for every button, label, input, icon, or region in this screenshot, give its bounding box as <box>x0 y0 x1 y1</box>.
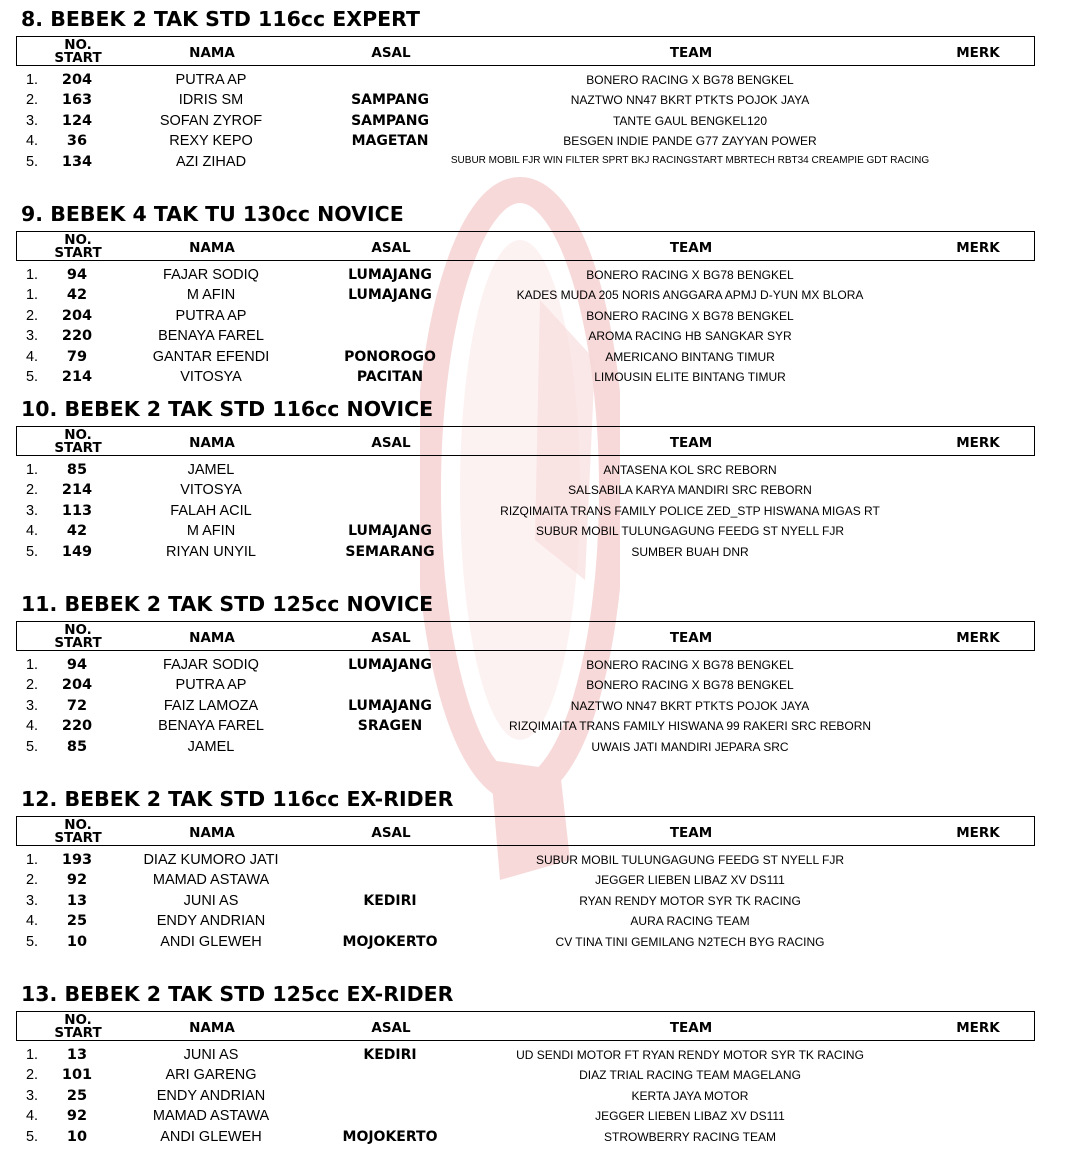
team-cell: ANTASENA KOL SRC REBORN <box>603 463 777 477</box>
table-row <box>0 892 1080 912</box>
team-cell: STROWBERRY RACING TEAM <box>603 1129 777 1144</box>
rider-name-cell: JAMEL <box>187 738 235 755</box>
table-row <box>0 153 1080 173</box>
rider-name-cell: PUTRA AP <box>175 307 247 324</box>
section-title: 10. BEBEK 2 TAK STD 116cc NOVICE <box>21 397 434 421</box>
origin-cell: PACITAN <box>356 368 424 385</box>
start-number-cell: 13 <box>66 1047 88 1063</box>
start-number-cell: 220 <box>61 328 93 345</box>
team-cell: AURA RACING TEAM <box>630 914 750 929</box>
table-header <box>16 426 1035 456</box>
position-cell: 2. <box>25 872 39 889</box>
rider-name-cell: FALAH ACIL <box>170 502 252 519</box>
team-cell: SALSABILA KARYA MANDIRI SRC REBORN <box>568 483 812 498</box>
table-row <box>0 1066 1080 1086</box>
table-row <box>0 481 1080 501</box>
origin-cell: SRAGEN <box>357 718 423 735</box>
rider-name-cell: FAJAR SODIQ <box>163 657 259 673</box>
team-cell: BONERO RACING X BG78 BENGKEL <box>586 658 794 672</box>
origin-cell: LUMAJANG <box>348 697 432 714</box>
start-number-cell: 163 <box>61 92 93 109</box>
position-cell: 2. <box>25 1067 39 1084</box>
position-cell: 2. <box>25 307 39 324</box>
team-cell: NAZTWO NN47 BKRT PTKTS POJOK JAYA <box>570 93 810 108</box>
position-cell: 3. <box>25 892 39 909</box>
team-cell: NAZTWO NN47 BKRT PTKTS POJOK JAYA <box>570 698 810 713</box>
rider-name-cell: BENAYA FAREL <box>158 718 264 735</box>
results-list <box>0 1046 1080 1148</box>
table-row <box>0 71 1080 91</box>
header-asal: ASAL <box>371 630 411 646</box>
table-header <box>16 36 1035 66</box>
start-number-cell: 10 <box>66 1128 88 1145</box>
start-number-cell: 72 <box>66 697 88 714</box>
header-no-start: NO. START <box>54 37 102 66</box>
start-number-cell: 92 <box>66 1108 88 1125</box>
team-cell: RIZQIMAITA TRANS FAMILY HISWANA 99 RAKERI SRC REBORN <box>508 719 872 734</box>
position-cell: 1. <box>25 462 39 478</box>
origin-cell: MAGETAN <box>351 133 429 150</box>
header-team: TEAM <box>669 1020 713 1036</box>
header-nama: NAMA <box>189 435 235 451</box>
position-cell: 4. <box>25 133 39 150</box>
header-nama: NAMA <box>189 825 235 841</box>
header-asal: ASAL <box>371 1020 411 1036</box>
results-list <box>0 851 1080 953</box>
header-asal: ASAL <box>371 435 411 451</box>
position-cell: 3. <box>25 502 39 519</box>
results-list <box>0 266 1080 388</box>
origin-cell: SEMARANG <box>345 543 435 560</box>
position-cell: 4. <box>25 913 39 930</box>
team-cell: UD SENDI MOTOR FT RYAN RENDY MOTOR SYR TK RACING <box>516 1048 864 1062</box>
team-cell: DIAZ TRIAL RACING TEAM MAGELANG <box>579 1068 801 1083</box>
position-cell: 5. <box>25 153 39 170</box>
section-title: 11. BEBEK 2 TAK STD 125cc NOVICE <box>21 592 434 616</box>
team-cell: CV TINA TINI GEMILANG N2TECH BYG RACING <box>555 934 825 949</box>
team-cell: SUBUR MOBIL TULUNGAGUNG FEEDG ST NYELL FJR <box>535 853 845 867</box>
header-nama: NAMA <box>189 240 235 256</box>
table-header <box>16 621 1035 651</box>
rider-name-cell: BENAYA FAREL <box>158 328 264 345</box>
table-row <box>0 656 1080 676</box>
team-cell: BONERO RACING X BG78 BENGKEL <box>586 678 794 693</box>
table-row <box>0 522 1080 542</box>
rider-name-cell: ANDI GLEWEH <box>160 1128 262 1145</box>
start-number-cell: 13 <box>66 892 88 909</box>
position-cell: 5. <box>25 368 39 385</box>
header-nama: NAMA <box>189 630 235 646</box>
header-merk: MERK <box>956 630 1000 646</box>
position-cell: 1. <box>25 1047 39 1063</box>
start-number-cell: 79 <box>66 348 88 365</box>
start-number-cell: 193 <box>61 852 93 868</box>
position-cell: 3. <box>25 328 39 345</box>
table-row <box>0 461 1080 481</box>
team-cell: BONERO RACING X BG78 BENGKEL <box>586 73 794 87</box>
position-cell: 4. <box>25 523 39 540</box>
team-cell: BONERO RACING X BG78 BENGKEL <box>586 308 794 323</box>
header-no-start: NO. START <box>54 1012 102 1041</box>
team-cell: JEGGER LIEBEN LIBAZ XV DS111 <box>595 873 785 888</box>
header-merk: MERK <box>956 240 1000 256</box>
origin-cell: SAMPANG <box>351 92 429 109</box>
start-number-cell: 204 <box>61 307 93 324</box>
team-cell: BESGEN INDIE PANDE G77 ZAYYAN POWER <box>563 134 817 149</box>
start-number-cell: 134 <box>61 153 93 170</box>
start-number-cell: 220 <box>61 718 93 735</box>
rider-name-cell: M AFIN <box>186 523 236 540</box>
header-no-start: NO. START <box>54 622 102 651</box>
header-no-start: NO. START <box>54 232 102 261</box>
results-list <box>0 461 1080 563</box>
position-cell: 4. <box>25 348 39 365</box>
position-cell: 2. <box>25 92 39 109</box>
rider-name-cell: JUNI AS <box>183 892 239 909</box>
start-number-cell: 124 <box>61 112 93 129</box>
table-row <box>0 543 1080 563</box>
rider-name-cell: M AFIN <box>186 287 236 304</box>
header-nama: NAMA <box>189 45 235 61</box>
position-cell: 1. <box>25 267 39 283</box>
header-merk: MERK <box>956 45 1000 61</box>
position-cell: 5. <box>25 738 39 755</box>
start-number-cell: 214 <box>61 368 93 385</box>
rider-name-cell: PUTRA AP <box>175 677 247 694</box>
position-cell: 4. <box>25 1108 39 1125</box>
start-number-cell: 92 <box>66 872 88 889</box>
header-asal: ASAL <box>371 45 411 61</box>
team-cell: KADES MUDA 205 NORIS ANGGARA APMJ D-YUN MX BLORA <box>516 288 864 303</box>
rider-name-cell: VITOSYA <box>180 482 242 499</box>
position-cell: 3. <box>25 1087 39 1104</box>
rider-name-cell: ENDY ANDRIAN <box>156 1087 266 1104</box>
table-row <box>0 717 1080 737</box>
header-asal: ASAL <box>371 825 411 841</box>
table-row <box>0 933 1080 953</box>
table-row <box>0 1087 1080 1107</box>
start-number-cell: 42 <box>66 287 88 304</box>
header-merk: MERK <box>956 1020 1000 1036</box>
header-asal: ASAL <box>371 240 411 256</box>
team-cell: RIZQIMAITA TRANS FAMILY POLICE ZED_STP HISWANA MIGAS RT <box>500 503 880 518</box>
rider-name-cell: ANDI GLEWEH <box>160 933 262 950</box>
table-row <box>0 368 1080 388</box>
table-row <box>0 266 1080 286</box>
table-header <box>16 816 1035 846</box>
table-row <box>0 91 1080 111</box>
header-merk: MERK <box>956 435 1000 451</box>
rider-name-cell: MAMAD ASTAWA <box>152 872 270 889</box>
rider-name-cell: FAJAR SODIQ <box>163 267 259 283</box>
table-row <box>0 1107 1080 1127</box>
position-cell: 1. <box>25 72 39 88</box>
table-header <box>16 231 1035 261</box>
table-row <box>0 676 1080 696</box>
start-number-cell: 36 <box>66 133 88 150</box>
rider-name-cell: AZI ZIHAD <box>175 153 247 170</box>
rider-name-cell: FAIZ LAMOZA <box>163 697 259 714</box>
section-title: 13. BEBEK 2 TAK STD 125cc EX-RIDER <box>21 982 454 1006</box>
table-row <box>0 307 1080 327</box>
rider-name-cell: IDRIS SM <box>178 92 244 109</box>
team-cell: LIMOUSIN ELITE BINTANG TIMUR <box>594 369 786 384</box>
start-number-cell: 113 <box>61 502 93 519</box>
position-cell: 4. <box>25 718 39 735</box>
table-row <box>0 912 1080 932</box>
team-cell: SUBUR MOBIL TULUNGAGUNG FEEDG ST NYELL FJR <box>535 524 845 539</box>
start-number-cell: 10 <box>66 933 88 950</box>
team-cell: AMERICANO BINTANG TIMUR <box>605 349 775 364</box>
rider-name-cell: PUTRA AP <box>175 72 247 88</box>
rider-name-cell: RIYAN UNYIL <box>166 543 256 560</box>
team-cell: SUBUR MOBIL FJR WIN FILTER SPRT BKJ RACINGSTART MBRTECH RBT34 CREAMPIE GDT RACING <box>450 154 930 166</box>
origin-cell: MOJOKERTO <box>342 1128 438 1145</box>
origin-cell: PONOROGO <box>344 348 436 365</box>
start-number-cell: 42 <box>66 523 88 540</box>
origin-cell: LUMAJANG <box>348 287 432 304</box>
team-cell: RYAN RENDY MOTOR SYR TK RACING <box>579 893 801 908</box>
rider-name-cell: SOFAN ZYROF <box>159 112 263 129</box>
position-cell: 1. <box>25 287 39 304</box>
section-title: 9. BEBEK 4 TAK TU 130cc NOVICE <box>21 202 404 226</box>
team-cell: AROMA RACING HB SANGKAR SYR <box>588 329 792 344</box>
table-row <box>0 132 1080 152</box>
start-number-cell: 94 <box>66 267 88 283</box>
start-number-cell: 149 <box>61 543 93 560</box>
header-team: TEAM <box>669 240 713 256</box>
header-team: TEAM <box>669 630 713 646</box>
rider-name-cell: JUNI AS <box>183 1047 239 1063</box>
position-cell: 2. <box>25 677 39 694</box>
position-cell: 5. <box>25 1128 39 1145</box>
header-team: TEAM <box>669 435 713 451</box>
header-merk: MERK <box>956 825 1000 841</box>
position-cell: 3. <box>25 112 39 129</box>
origin-cell: KEDIRI <box>363 1047 417 1063</box>
table-row <box>0 871 1080 891</box>
table-row <box>0 348 1080 368</box>
start-number-cell: 85 <box>66 738 88 755</box>
header-no-start: NO. START <box>54 817 102 846</box>
results-list <box>0 71 1080 173</box>
rider-name-cell: DIAZ KUMORO JATI <box>143 852 279 868</box>
rider-name-cell: GANTAR EFENDI <box>152 348 270 365</box>
team-cell: KERTA JAYA MOTOR <box>631 1088 749 1103</box>
header-nama: NAMA <box>189 1020 235 1036</box>
table-row <box>0 851 1080 871</box>
origin-cell: MOJOKERTO <box>342 933 438 950</box>
origin-cell: LUMAJANG <box>348 523 432 540</box>
start-number-cell: 85 <box>66 462 88 478</box>
table-row <box>0 697 1080 717</box>
rider-name-cell: JAMEL <box>187 462 235 478</box>
origin-cell: LUMAJANG <box>348 267 432 283</box>
table-row <box>0 327 1080 347</box>
position-cell: 5. <box>25 933 39 950</box>
position-cell: 5. <box>25 543 39 560</box>
start-number-cell: 204 <box>61 72 93 88</box>
header-no-start: NO. START <box>54 427 102 456</box>
rider-name-cell: MAMAD ASTAWA <box>152 1108 270 1125</box>
position-cell: 1. <box>25 852 39 868</box>
table-row <box>0 738 1080 758</box>
table-row <box>0 502 1080 522</box>
team-cell: UWAIS JATI MANDIRI JEPARA SRC <box>591 739 789 754</box>
section-title: 8. BEBEK 2 TAK STD 116cc EXPERT <box>21 7 420 31</box>
section-title: 12. BEBEK 2 TAK STD 116cc EX-RIDER <box>21 787 454 811</box>
position-cell: 3. <box>25 697 39 714</box>
team-cell: BONERO RACING X BG78 BENGKEL <box>586 268 794 282</box>
origin-cell: LUMAJANG <box>348 657 432 673</box>
table-header <box>16 1011 1035 1041</box>
start-number-cell: 204 <box>61 677 93 694</box>
rider-name-cell: ARI GARENG <box>165 1067 257 1084</box>
team-cell: JEGGER LIEBEN LIBAZ XV DS111 <box>595 1109 785 1124</box>
rider-name-cell: REXY KEPO <box>169 133 253 150</box>
position-cell: 2. <box>25 482 39 499</box>
header-team: TEAM <box>669 825 713 841</box>
start-number-cell: 101 <box>61 1067 93 1084</box>
table-row <box>0 286 1080 306</box>
header-team: TEAM <box>669 45 713 61</box>
start-number-cell: 25 <box>66 913 88 930</box>
rider-name-cell: ENDY ANDRIAN <box>156 913 266 930</box>
table-row <box>0 1046 1080 1066</box>
table-row <box>0 1128 1080 1148</box>
origin-cell: KEDIRI <box>363 892 417 909</box>
start-number-cell: 94 <box>66 657 88 673</box>
results-list <box>0 656 1080 758</box>
table-row <box>0 112 1080 132</box>
team-cell: TANTE GAUL BENGKEL120 <box>612 113 768 128</box>
rider-name-cell: VITOSYA <box>180 368 242 385</box>
position-cell: 1. <box>25 657 39 673</box>
start-number-cell: 25 <box>66 1087 88 1104</box>
team-cell: SUMBER BUAH DNR <box>631 544 749 559</box>
origin-cell: SAMPANG <box>351 112 429 129</box>
start-number-cell: 214 <box>61 482 93 499</box>
